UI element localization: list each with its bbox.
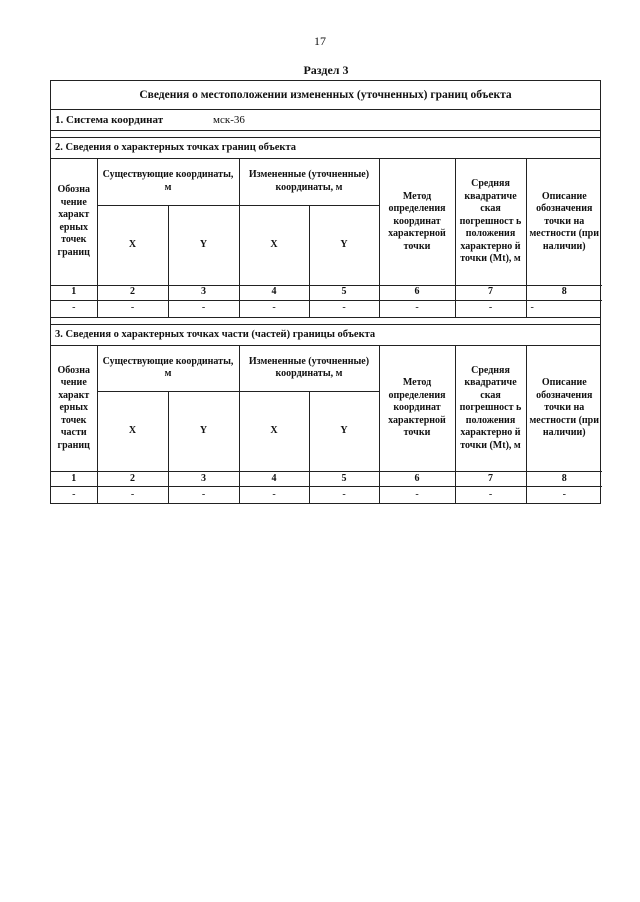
table2-cell: - — [526, 487, 602, 504]
table1-cell: - — [168, 300, 239, 317]
table1 — [51, 159, 602, 317]
table-row — [51, 487, 602, 504]
table2-header-y2: Y — [309, 392, 379, 472]
table2-col-number: 5 — [309, 472, 379, 487]
table1-header-y2: Y — [309, 205, 379, 285]
table1-number-row — [51, 285, 602, 300]
table2-col-number: 4 — [239, 472, 309, 487]
table1-cell: - — [379, 300, 455, 317]
table2-header-x2: X — [239, 392, 309, 472]
table2-header-description: Описание обозначения точки на местности (при наличии) — [526, 346, 602, 472]
spacer — [51, 131, 600, 138]
table2-col-number: 7 — [455, 472, 526, 487]
table1-title: 2. Сведения о характерных точках границ объекта — [51, 138, 600, 159]
table1-header-x2: X — [239, 205, 309, 285]
table2-header-designation: Обозна чение характ ерных точек части границ — [51, 346, 97, 472]
table2-header-changed: Измененные (уточненные) координаты, м — [239, 346, 379, 392]
table1-header-y: Y — [168, 205, 239, 285]
table2-col-number: 2 — [97, 472, 168, 487]
table1-cell: - — [309, 300, 379, 317]
table1-col-number: 5 — [309, 285, 379, 300]
table2-number-row — [51, 472, 602, 487]
coordinate-system-label: 1. Система координат — [55, 114, 164, 126]
table1-header-error: Средняя квадратиче ская погрешност ь положения характерно й точки (Mt), м — [455, 159, 526, 285]
table1-header-x: X — [97, 205, 168, 285]
table1-col-number: 7 — [455, 285, 526, 300]
spacer — [51, 317, 600, 325]
table1-col-number: 4 — [239, 285, 309, 300]
table2-cell: - — [97, 487, 168, 504]
table1-col-number: 6 — [379, 285, 455, 300]
table2-header-x: X — [97, 392, 168, 472]
coordinate-system-value: мск-36 — [213, 114, 245, 126]
table2-cell: - — [51, 487, 97, 504]
table1-cell: - — [526, 300, 602, 317]
table1-header-designation: Обозна чение характ ерных точек границ — [51, 159, 97, 285]
table1-cell: - — [97, 300, 168, 317]
table2-header-y: Y — [168, 392, 239, 472]
table2-col-number: 6 — [379, 472, 455, 487]
table2-title: 3. Сведения о характерных точках части (частей) границы объекта — [51, 325, 600, 346]
table1-cell: - — [51, 300, 97, 317]
table2-header-error: Средняя квадратиче ская погрешност ь положения характерно й точки (Mt), м — [455, 346, 526, 472]
table2-cell: - — [379, 487, 455, 504]
table2-header-method: Метод определения координат характерной точки — [379, 346, 455, 472]
table2-col-number: 3 — [168, 472, 239, 487]
table2 — [51, 346, 602, 504]
table2-cell: - — [455, 487, 526, 504]
table1-col-number: 1 — [51, 285, 97, 300]
table1-cell: - — [239, 300, 309, 317]
coordinate-system-row — [51, 110, 600, 131]
table1-header-method: Метод определения координат характерной точки — [379, 159, 455, 285]
table1-col-number: 8 — [526, 285, 602, 300]
table2-col-number: 8 — [526, 472, 602, 487]
table-row — [51, 300, 602, 317]
section-title: Раздел 3 — [303, 63, 349, 77]
table2-col-number: 1 — [51, 472, 97, 487]
table1-col-number: 3 — [168, 285, 239, 300]
section-form — [50, 80, 601, 504]
table1-header-description: Описание обозначения точки на местности (при наличии) — [526, 159, 602, 285]
table2-cell: - — [239, 487, 309, 504]
table1-cell: - — [455, 300, 526, 317]
table2-cell: - — [309, 487, 379, 504]
table1-header-changed: Измененные (уточненные) координаты, м — [239, 159, 379, 205]
table2-header-existing: Существующие координаты, м — [97, 346, 239, 392]
table1-col-number: 2 — [97, 285, 168, 300]
table1-header-existing: Существующие координаты, м — [97, 159, 239, 205]
main-header: Сведения о местоположении измененных (уточненных) границ объекта — [51, 81, 600, 110]
table2-cell: - — [168, 487, 239, 504]
page-number: 17 — [314, 34, 326, 48]
